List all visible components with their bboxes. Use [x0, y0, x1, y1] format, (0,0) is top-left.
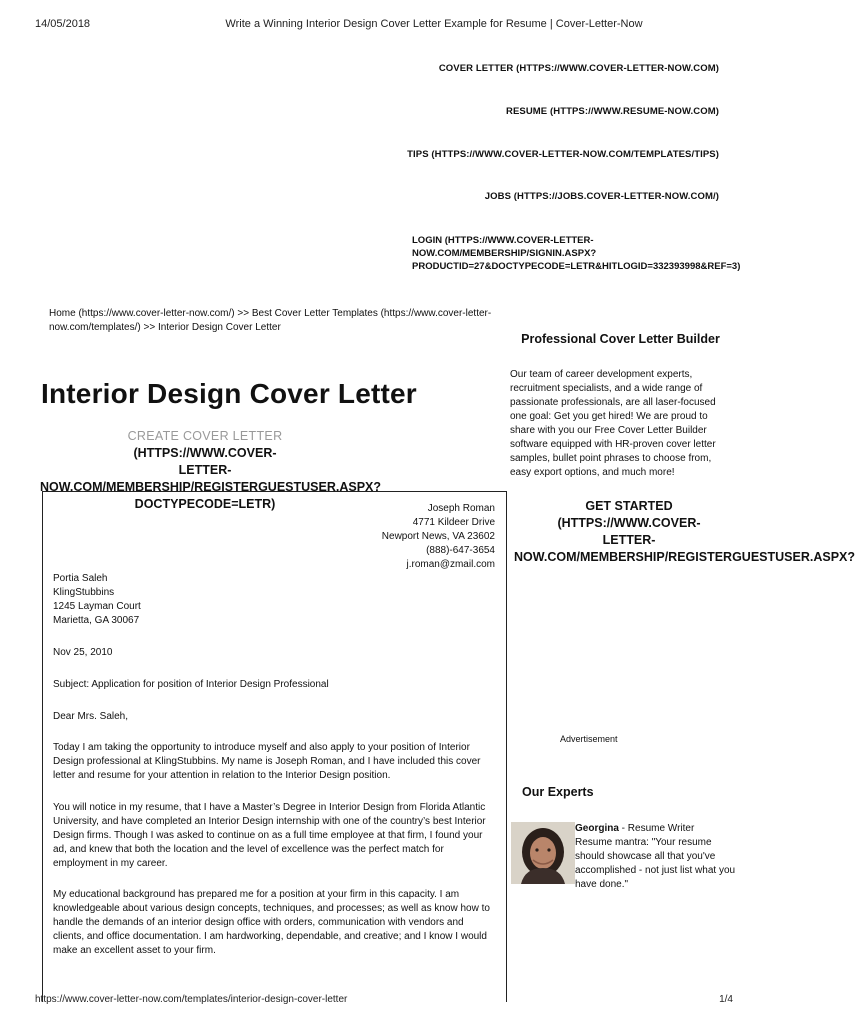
letter-salutation: Dear Mrs. Saleh,	[53, 711, 129, 722]
letter-date: Nov 25, 2010	[53, 647, 113, 658]
print-footer-url: https://www.cover-letter-now.com/templates/interior-design-cover-letter	[35, 994, 348, 1005]
nav-jobs-link[interactable]: JOBS (HTTPS://JOBS.COVER-LETTER-NOW.COM/)	[484, 191, 719, 202]
nav-login-link[interactable]	[412, 234, 741, 273]
sender-street: 4771 Kildeer Drive	[412, 517, 495, 528]
breadcrumb[interactable]	[49, 307, 494, 335]
create-button-url-1: (HTTPS://WWW.COVER-	[133, 446, 277, 460]
print-page-number: 1/4	[719, 994, 733, 1005]
recipient-city: Marietta, GA 30067	[53, 615, 140, 626]
nav-resume-link[interactable]: RESUME (HTTPS://WWW.RESUME-NOW.COM)	[505, 106, 719, 117]
expert-photo-icon	[511, 822, 575, 884]
advertisement-label: Advertisement	[560, 734, 618, 744]
create-cover-letter-button[interactable]	[40, 428, 382, 513]
get-started-url-3: NOW.COM/MEMBERSHIP/REGISTERGUESTUSER.ASPX?	[514, 550, 856, 564]
breadcrumb-line-1: Home (https://www.cover-letter-now.com/) >> Best Cover Letter Templates (https://www.cover-letter-	[49, 308, 492, 319]
letter-paragraph-2: You will notice in my resume, that I have a Master’s Degree in Interior Design from Florida Atlantic University, and have completed an Interior Design internship with one of the country’s best Interior Design firms. Though I was asked to continue on as a full time employee at that firm, I found your ad, and knew that both the location and the level of excellence was the perfect match for employment in my career.	[53, 802, 486, 869]
builder-title: Professional Cover Letter Builder	[521, 332, 720, 346]
recipient-company: KlingStubbins	[53, 587, 115, 598]
expert-name: Georgina	[575, 823, 619, 834]
create-button-url-2: LETTER-	[178, 463, 232, 477]
login-line-3: PRODUCTID=27&DOCTYPECODE=LETR&HITLOGID=332393998&REF=3)	[412, 261, 741, 272]
get-started-label: GET STARTED	[585, 499, 673, 513]
print-date: 14/05/2018	[35, 18, 91, 30]
create-button-url-4: DOCTYPECODE=LETR)	[134, 497, 276, 511]
nav-tips-link[interactable]: TIPS (HTTPS://WWW.COVER-LETTER-NOW.COM/TEMPLATES/TIPS)	[407, 149, 719, 160]
get-started-url-1: (HTTPS://WWW.COVER-	[557, 516, 701, 530]
nav-cover-letter-link[interactable]: COVER LETTER (HTTPS://WWW.COVER-LETTER-NOW.COM)	[438, 63, 719, 74]
recipient-name: Portia Saleh	[53, 573, 108, 584]
builder-description: Our team of career development experts, recruitment specialists, and a wide range of passionate professionals, are all laser-focused one goal: Get you get hired! We are proud to share with you our Free Cover Letter Builder software equipped with HR-proven cover letter samples, bullet point phrases to choose from, easy export options, and much more!	[510, 369, 716, 478]
create-button-label: CREATE COVER LETTER	[127, 429, 283, 443]
experts-title: Our Experts	[522, 785, 594, 799]
page-title: Interior Design Cover Letter	[41, 378, 417, 409]
login-line-2: NOW.COM/MEMBERSHIP/SIGNIN.ASPX?	[412, 248, 597, 259]
get-started-button[interactable]	[514, 498, 856, 564]
login-line-1: LOGIN (HTTPS://WWW.COVER-LETTER-	[412, 235, 594, 246]
letter-sender-block	[382, 502, 495, 572]
letter-paragraph-1: Today I am taking the opportunity to introduce myself and also apply to your position of Interior Design professional at KlingStubbins. My name is Joseph Roman, and I have included this cover letter and resume for your attention in relation to the Interior Design position.	[53, 742, 481, 781]
expert-quote: Resume mantra: "Your resume should showcase all that you've accomplished - not just list what you have done."	[575, 837, 736, 890]
recipient-street: 1245 Layman Court	[53, 601, 141, 612]
sender-phone: (888)-647-3654	[426, 545, 495, 556]
create-button-url-3: NOW.COM/MEMBERSHIP/REGISTERGUESTUSER.ASPX?	[40, 480, 382, 494]
letter-paragraph-3: My educational background has prepared me for a position at your firm in this capacity. I am knowledgeable about various design concepts, techniques, and processes; as well as know how to handle the demands of an interior design office with orders, communication with vendors and clients, and office documentation. I am hardworking, dependable, and creative; and I know I would make an excellent asset to your firm.	[53, 889, 490, 956]
expert-info	[575, 822, 737, 892]
sender-name: Joseph Roman	[427, 503, 495, 514]
letter-subject: Subject: Application for position of Interior Design Professional	[53, 679, 329, 690]
sender-email: j.roman@zmail.com	[406, 559, 495, 570]
get-started-url-2: LETTER-	[602, 533, 656, 547]
expert-role: - Resume Writer	[618, 823, 695, 834]
breadcrumb-line-2: now.com/templates/) >> Interior Design Cover Letter	[49, 322, 281, 333]
letter-recipient-block	[53, 572, 141, 628]
expert-avatar	[511, 822, 575, 884]
sender-city: Newport News, VA 23602	[381, 531, 495, 542]
print-page-title: Write a Winning Interior Design Cover Letter Example for Resume | Cover-Letter-Now	[225, 18, 643, 30]
